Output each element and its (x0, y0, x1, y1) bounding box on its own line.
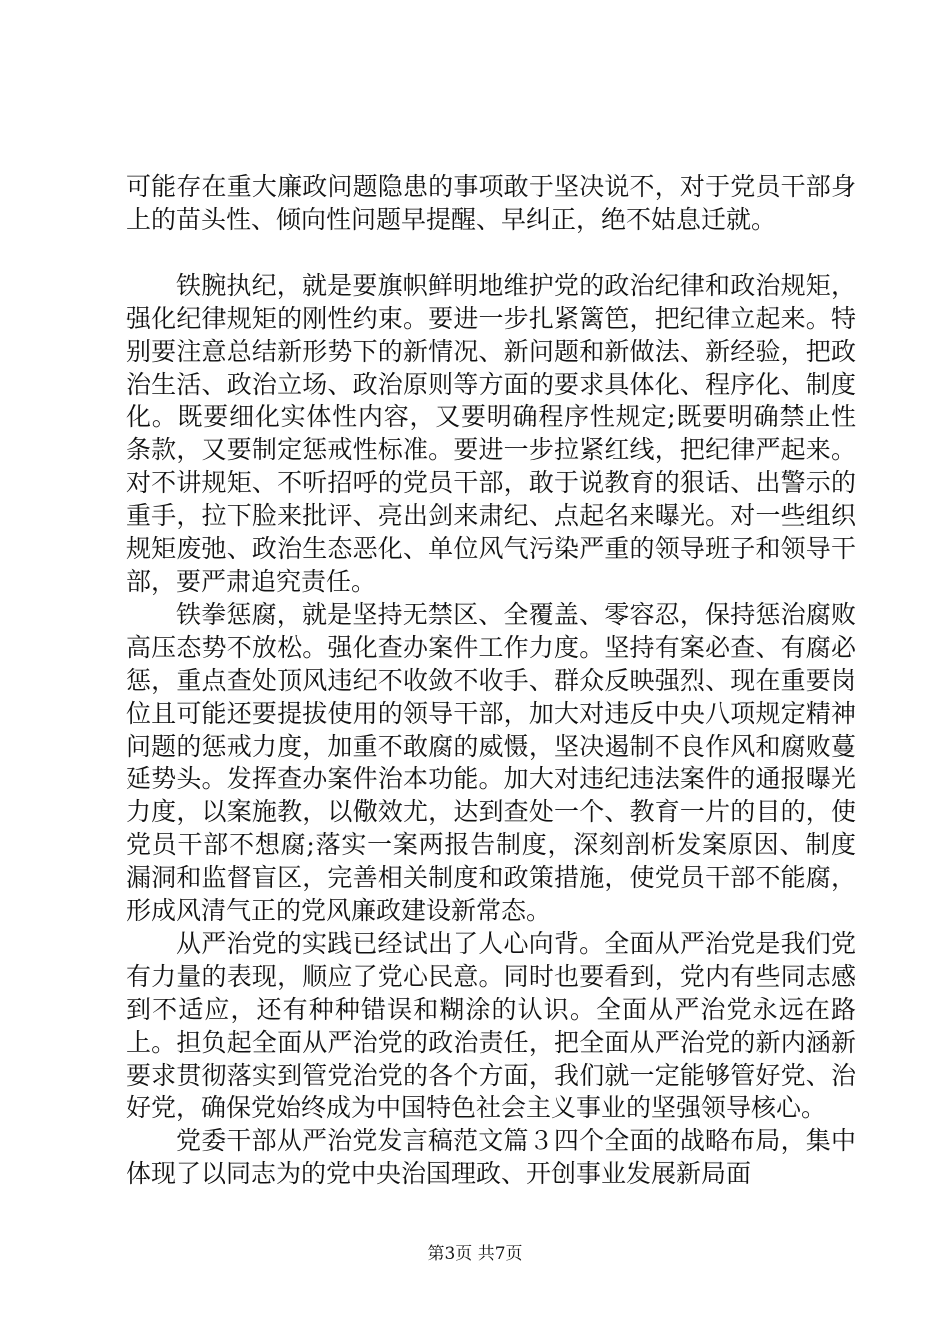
paragraph-iron-discipline: 铁腕执纪，就是要旗帜鲜明地维护党的政治纪律和政治规矩，强化纪律规矩的刚性约束。要进一步扎紧篱笆，把纪律立起来。特别要注意总结新形势下的新情况、新问题和新做法、新经验，把政治生活、政治立场、政治原则等方面的要求具体化、程序化、制度化。既要细化实体性内容，又要明确程序性规定;既要明确禁止性条款，又要制定惩戒性标准。要进一步拉紧红线，把纪律严起来。对不讲规矩、不听招呼的党员干部，敢于说教育的狠话、出警示的重手，拉下脸来批评、亮出剑来肃纪、点起名来曝光。对一些组织规矩废弛、政治生态恶化、单位风气污染严重的领导班子和领导干部，要严肃追究责任。 (126, 270, 856, 596)
paragraph-continuation: 可能存在重大廉政问题隐患的事项敢于坚决说不，对于党员干部身上的苗头性、倾向性问题早提醒、早纠正，绝不姑息迁就。 (126, 172, 856, 234)
paragraph-speech-sample-3: 党委干部从严治党发言稿范文篇３四个全面的战略布局，集中体现了以同志为的党中央治国理政、开创事业发展新局面 (126, 1126, 856, 1189)
paragraph-iron-fist-anticorruption: 铁拳惩腐，就是坚持无禁区、全覆盖、零容忍，保持惩治腐败高压态势不放松。强化查办案件工作力度。坚持有案必查、有腐必惩，重点查处顶风违纪不收敛不收手、群众反映强烈、现在重要岗位且可能还要提拔使用的领导干部，加大对违反中央八项规定精神问题的惩戒力度，加重不敢腐的威慑，坚决遏制不良作风和腐败蔓延势头。发挥查办案件治本功能。加大对违纪违法案件的通报曝光力度，以案施教，以儆效尤，达到查处一个、教育一片的目的，使党员干部不想腐;落实一案两报告制度，深刻剖析发案原因、制度漏洞和监督盲区，完善相关制度和政策措施，使党员干部不能腐，形成风清气正的党风廉政建设新常态。 (126, 599, 856, 926)
document-body (126, 171, 856, 1191)
page-number-footer: 第3页 共7页 (427, 1244, 523, 1264)
paragraph-strict-governance-practice: 从严治党的实践已经试出了人心向背。全面从严治党是我们党有力量的表现，顺应了党心民意。同时也要看到，党内有些同志感到不适应，还有种种错误和糊涂的认识。全面从严治党永远在路上。担负起全面从严治党的政治责任，把全面从严治党的新内涵新要求贯彻落实到管党治党的各个方面，我们就一定能够管好党、治好党，确保党始终成为中国特色社会主义事业的坚强领导核心。 (126, 928, 856, 1123)
